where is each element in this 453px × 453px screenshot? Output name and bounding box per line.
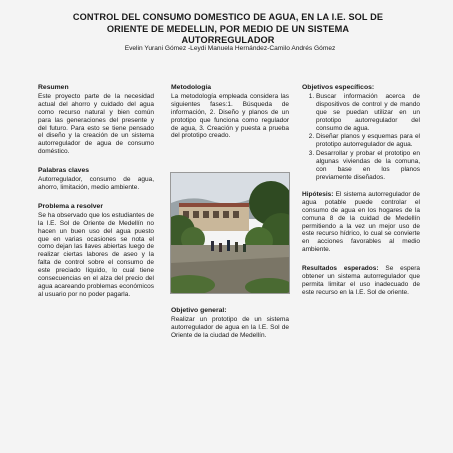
palabras-claves-text: Autorregulador, consumo de agua, ahorro, limitación, medio ambiente. (38, 176, 154, 191)
objetivo-general-heading: Objetivo general: (171, 307, 227, 314)
column-right (302, 84, 420, 297)
resultados-heading: Resultados esperados: (302, 265, 379, 273)
column-middle (171, 84, 289, 151)
school-photo (170, 172, 290, 294)
title-line-2: ORIENTE DE MEDELLIN, POR MEDIO DE UN SISTEMA AUTORREGULADOR (106, 23, 350, 45)
objetivo-general (171, 307, 289, 340)
objetivo-especifico-1: 1. Buscar información acerca de dispositivos de control y de mando que se puedan utilizar en un prototipo autorregulador del consumo de agua. (316, 93, 420, 133)
hipotesis-heading: Hipótesis: (302, 190, 334, 198)
objetivos-especificos-heading: Objetivos específicos: (302, 84, 375, 91)
resultados-text: Se espera obtener un sistema autorregulador que permita limitar el uso inadecuado de este recurso en la I.E. Sol de oriente. (302, 265, 421, 296)
objetivo-especifico-3: 3. Desarrollar y probar el prototipo en algunas viviendas de la comuna, con base en los planos previamente diseñados. (316, 150, 420, 182)
hipotesis-paragraph (302, 191, 420, 254)
resumen-heading: Resumen (38, 84, 69, 91)
palabras-claves-heading: Palabras claves (38, 167, 90, 175)
problema-text: Se ha observado que los estudiantes de la I.E. Sol de Oriente de Medellín no hacen un buen uso del agua puesto que en varias ocasiones se nota el como dejan las llaves abiertas luego de realizar ciertas labores de aseo y la falta de control sobre el consumo de este preciado líquido, lo cual tiene consecuencias en el alza del precio del agua acareando problemas económicos al usuario por no poder pagarla. (38, 211, 155, 298)
title-line-1: CONTROL DEL CONSUMO DOMESTICO DE AGUA, EN LA I.E. SOL DE (72, 12, 384, 22)
metodologia-heading: Metodología (171, 84, 212, 91)
objetivo-especifico-2: 2. Diseñar planos y esquemas para el prototipo autorregulador de agua. (316, 133, 420, 149)
hipotesis-text: El sistema autorregulador de agua potable puede controlar el consumo de agua en los hogares de la comuna 8 de la cuidad de Medellín permitiendo a la vez un mejor uso de este recurso hídrico, lo cual se convierte en acciones favorables al medio ambiente. (302, 190, 420, 254)
objetivo-general-text: Realizar un prototipo de un sistema autorregulador de agua en la I.E. Sol de Oriente de la ciudad de Medellín. (171, 315, 289, 339)
objetivos-especificos-list (302, 93, 420, 182)
resultados-paragraph (302, 265, 420, 297)
column-left (38, 84, 154, 299)
metodologia-text: La metodología empleada considera las siguientes fases:1. Búsqueda de información, 2. Diseño y planos de un prototipo que funciona como regulador de agua, 3. Creación y puesta a prueba del prototipo creado. (171, 92, 289, 140)
resumen-text: Este proyecto parte de la necesidad actual del ahorro y cuidado del agua como recurso natural y bien común para las generaciones del presente y del futuro. Para esto se tiene pensado el diseño y la creación de un sistema autorregulador de agua de consumo doméstico. (38, 92, 154, 156)
authors: Evelin Yurani Gómez -Leydi Manuela Hernández-Camilo Andrés Gómez (124, 45, 336, 52)
poster-title (60, 12, 396, 47)
school-photo-image (171, 173, 289, 293)
problema-heading: Problema a resolver (38, 202, 103, 210)
